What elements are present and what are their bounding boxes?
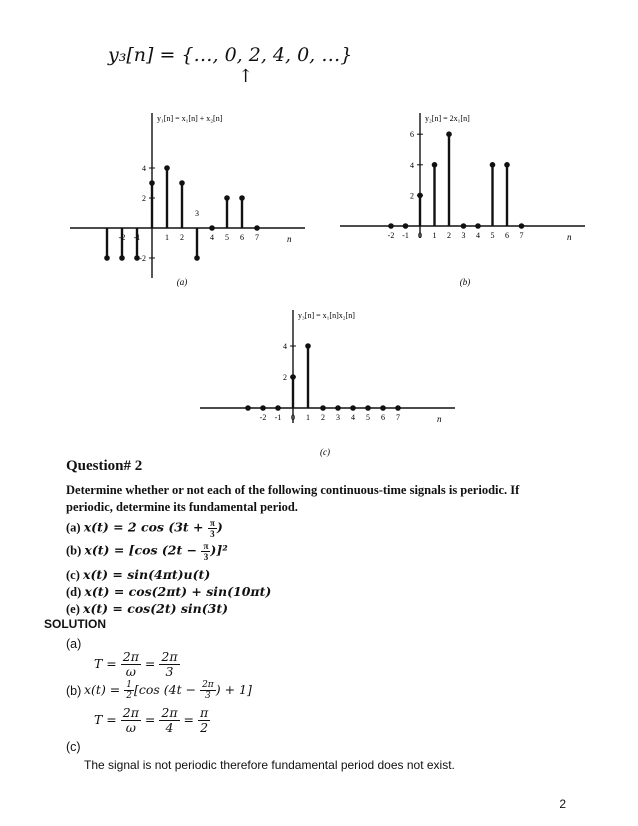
axis-label-n: n	[567, 232, 572, 242]
chart-title: y₁[n] = x₁[n] + x₂[n]	[157, 114, 223, 123]
x-tick-label: 6	[240, 233, 244, 242]
figure-caption: (a)	[176, 277, 188, 287]
question-item-d: (d) x(t) = cos(2πt) + sin(10πt)	[66, 584, 272, 599]
stem-point	[119, 255, 125, 261]
y-tick-label: 4	[283, 342, 287, 351]
question-item-a: (a) x(t) = 2 cos (3t + $\frac{\pi}{3}$ )	[66, 518, 223, 539]
x-tick-label: 5	[490, 231, 495, 240]
x-tick-label: -2	[259, 413, 267, 422]
figure-b	[335, 108, 590, 293]
y-tick-label: 2	[142, 194, 146, 203]
figure-c	[200, 305, 460, 465]
solution-b-equation: T = $\frac{2\pi}{\omega}$ = $\frac{2\pi}{4}$ = $\frac{\pi}{2}$	[94, 705, 209, 735]
question-title: Question# 2	[66, 458, 143, 474]
x-tick-label: -1	[274, 413, 282, 422]
stem-point	[490, 162, 496, 168]
axis-label-n: n	[437, 414, 442, 424]
stem-point	[224, 195, 230, 201]
stem-point	[245, 405, 251, 411]
x-tick-label: 5	[225, 233, 229, 242]
solution-b-label: (b)	[66, 684, 82, 698]
y-tick-label: 2	[410, 191, 414, 201]
x-tick-label: -1	[133, 233, 141, 242]
stem-point	[149, 180, 155, 186]
pointer-arrow-icon: ↑	[238, 66, 254, 87]
y-tick-label: 4	[410, 160, 414, 170]
question-item-b: (b) x(t) = [cos (2t − $\frac{\pi}{3}$ )]²	[66, 541, 228, 562]
stem-point	[275, 405, 281, 411]
x-tick-label: 3	[461, 231, 466, 240]
solution-c-text: The signal is not periodic therefore fundamental period does not exist.	[84, 758, 455, 772]
stem-point	[388, 223, 394, 229]
page-number: 2	[559, 797, 566, 811]
question-intro: Determine whether or not each of the following continuous-time signals is periodic. If periodic, determine its fundamental period.	[66, 483, 520, 514]
axis-label-n: n	[287, 234, 292, 244]
stem-point	[365, 405, 371, 411]
solution-a-label: (a)	[66, 637, 82, 651]
x-tick-label: 4	[476, 231, 480, 240]
stem-point	[260, 405, 266, 411]
stem-point	[504, 162, 510, 168]
x-tick-label: 0	[291, 413, 295, 422]
chart-title: y₃[n] = x₁[n]x₂[n]	[298, 311, 355, 320]
stem-point	[104, 255, 110, 261]
top-equation: y₃[n] = {…, 0, 2, 4, 0, …} ↑	[108, 44, 353, 87]
question-item-c: (c) x(t) = sin(4πt)u(t)	[66, 567, 211, 582]
x-tick-label: 2	[180, 233, 184, 242]
x-tick-label: 2	[321, 413, 325, 422]
x-tick-label: 4	[210, 233, 214, 242]
stem-point	[475, 223, 481, 229]
solution-title: SOLUTION	[44, 617, 106, 631]
x-tick-label: -2	[387, 231, 395, 240]
stem-point	[209, 225, 215, 231]
stem-point	[461, 223, 467, 229]
point-label: 3	[195, 209, 199, 218]
x-tick-label: 5	[366, 413, 370, 422]
figure-caption: (b)	[459, 277, 471, 287]
y-tick-label: -2	[139, 254, 146, 263]
y-tick-label: 4	[142, 164, 146, 173]
solution-b-expression: x(t) = $\frac{1}{2}$ [cos (4t − $\frac{2\pi}{3}$ ) + 1]	[84, 680, 252, 701]
y-tick-label: 6	[410, 130, 414, 140]
question-item-e: (e) x(t) = cos(2t) sin(3t)	[66, 601, 229, 616]
stem-point	[335, 405, 341, 411]
x-tick-label: 4	[351, 413, 355, 422]
x-tick-label: 3	[336, 413, 340, 422]
x-tick-label: 6	[381, 413, 385, 422]
x-tick-label: 7	[396, 413, 400, 422]
x-tick-label: 1	[306, 413, 310, 422]
x-tick-label: 6	[505, 231, 509, 240]
x-tick-label: 7	[519, 231, 524, 240]
stem-point	[380, 405, 386, 411]
stem-point	[432, 162, 438, 168]
stem-point	[519, 223, 525, 229]
stem-point	[350, 405, 356, 411]
stem-point	[320, 405, 326, 411]
stem-point	[164, 165, 170, 171]
x-tick-label: -2	[118, 233, 126, 242]
stem-point	[179, 180, 185, 186]
chart-title: y₂[n] = 2x₁[n]	[425, 114, 470, 123]
figure-caption: (c)	[320, 447, 330, 457]
stem-point	[446, 131, 452, 137]
stem-point	[403, 223, 409, 229]
x-tick-label: 0	[418, 231, 422, 240]
stem-point	[305, 343, 311, 349]
y-tick-label: 2	[283, 373, 287, 382]
stem-point	[194, 255, 200, 261]
x-tick-label: 1	[432, 231, 437, 240]
solution-c-label: (c)	[66, 740, 81, 754]
stem-point	[395, 405, 401, 411]
x-tick-label: -1	[402, 231, 409, 240]
x-tick-label: 7	[255, 233, 259, 242]
stem-point	[254, 225, 260, 231]
stem-point	[239, 195, 245, 201]
x-tick-label: 2	[447, 231, 451, 240]
x-tick-label: 1	[165, 233, 169, 242]
solution-a-equation: T = $\frac{2\pi}{\omega}$ = $\frac{2\pi}{3}$	[94, 649, 178, 679]
figure-a	[70, 108, 310, 293]
